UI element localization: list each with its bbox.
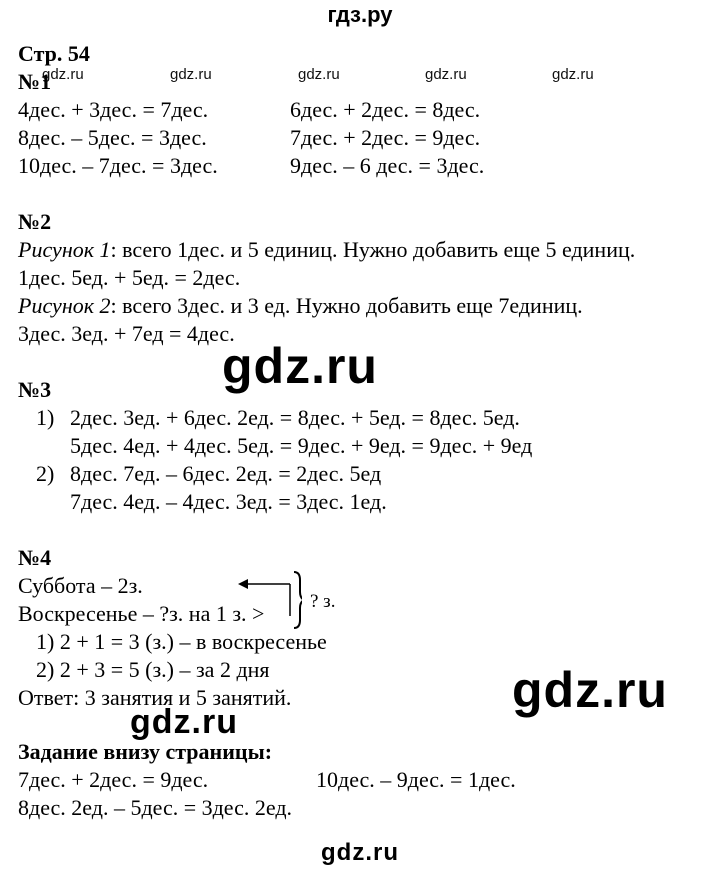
task3-item2-line: 8дес. 7ед. – 6дес. 2ед. = 2дес. 5ед (70, 461, 382, 486)
arrow-brace-diagram (232, 570, 302, 630)
bottom-task-title: Задание внизу страницы: (18, 739, 273, 764)
watermark: gdz.ru (552, 66, 594, 83)
brace-icon (294, 572, 302, 628)
task4-question: ? з. (310, 591, 336, 612)
footer-watermark: gdz.ru (321, 839, 399, 866)
watermark-large: gdz.ru (222, 338, 378, 394)
task1-number: №1 (18, 69, 52, 94)
site-header: гдз.ру (327, 2, 393, 27)
fig2-text: : всего 3дес. и 3 ед. Нужно добавить еще 7единиц. (110, 293, 583, 318)
task1-right-line: 7дес. + 2дес. = 9дес. (290, 125, 481, 150)
fig1-text: : всего 1дес. и 5 единиц. Нужно добавить еще 5 единиц. (110, 237, 636, 262)
task1-left-line: 4дес. + 3дес. = 7дес. (18, 97, 209, 122)
task2-fig1-eq: 1дес. 5ед. + 5ед. = 2дес. (18, 265, 241, 290)
watermark-medium: gdz.ru (130, 703, 238, 741)
task3-item2-line: 7дес. 4ед. – 4дес. 3ед. = 3дес. 1ед. (70, 489, 387, 514)
page-title: Стр. 54 (18, 41, 90, 66)
task4-step: 1) 2 + 1 = 3 (з.) – в воскресенье (36, 629, 327, 654)
task3-number: №3 (18, 377, 52, 402)
watermark: gdz.ru (42, 66, 84, 83)
task4-step: 2) 2 + 3 = 5 (з.) – за 2 дня (36, 657, 270, 682)
bottom-line: 7дес. + 2дес. = 9дес. (18, 767, 209, 792)
watermark: gdz.ru (170, 66, 212, 83)
watermark-large: gdz.ru (512, 662, 668, 718)
arrow-head-icon (238, 579, 248, 589)
task2-fig1 (18, 236, 635, 264)
task4-saturday: Суббота – 2з. (18, 573, 143, 598)
task4-sunday: Воскресенье – ?з. на 1 з. > (18, 601, 265, 626)
task3-item2-number: 2) (36, 461, 55, 486)
task4-number: №4 (18, 545, 52, 570)
task3-item1-line: 5дес. 4ед. + 4дес. 5ед. = 9дес. + 9ед. = 9дес. + 9ед (70, 433, 533, 458)
task2-fig2 (18, 292, 583, 320)
task1-right-line: 9дес. – 6 дес. = 3дес. (290, 153, 485, 178)
task1-right-line: 6дес. + 2дес. = 8дес. (290, 97, 481, 122)
watermark: gdz.ru (298, 66, 340, 83)
fig2-label: Рисунок 2 (18, 293, 111, 318)
task3-item1-line: 2дес. 3ед. + 6дес. 2ед. = 8дес. + 5ед. = 8дес. 5ед. (70, 405, 520, 430)
bottom-line: 10дес. – 9дес. = 1дес. (316, 767, 516, 792)
bottom-line: 8дес. 2ед. – 5дес. = 3дес. 2ед. (18, 795, 293, 820)
task2-number: №2 (18, 209, 52, 234)
task1-left-line: 8дес. – 5дес. = 3дес. (18, 125, 207, 150)
watermark: gdz.ru (425, 66, 467, 83)
fig1-label: Рисунок 1 (18, 237, 111, 262)
task3-item1-number: 1) (36, 405, 55, 430)
task1-left-line: 10дес. – 7дес. = 3дес. (18, 153, 218, 178)
task2-fig2-eq: 3дес. 3ед. + 7ед = 4дес. (18, 321, 235, 346)
task4-answer: Ответ: 3 занятия и 5 занятий. (18, 685, 292, 710)
